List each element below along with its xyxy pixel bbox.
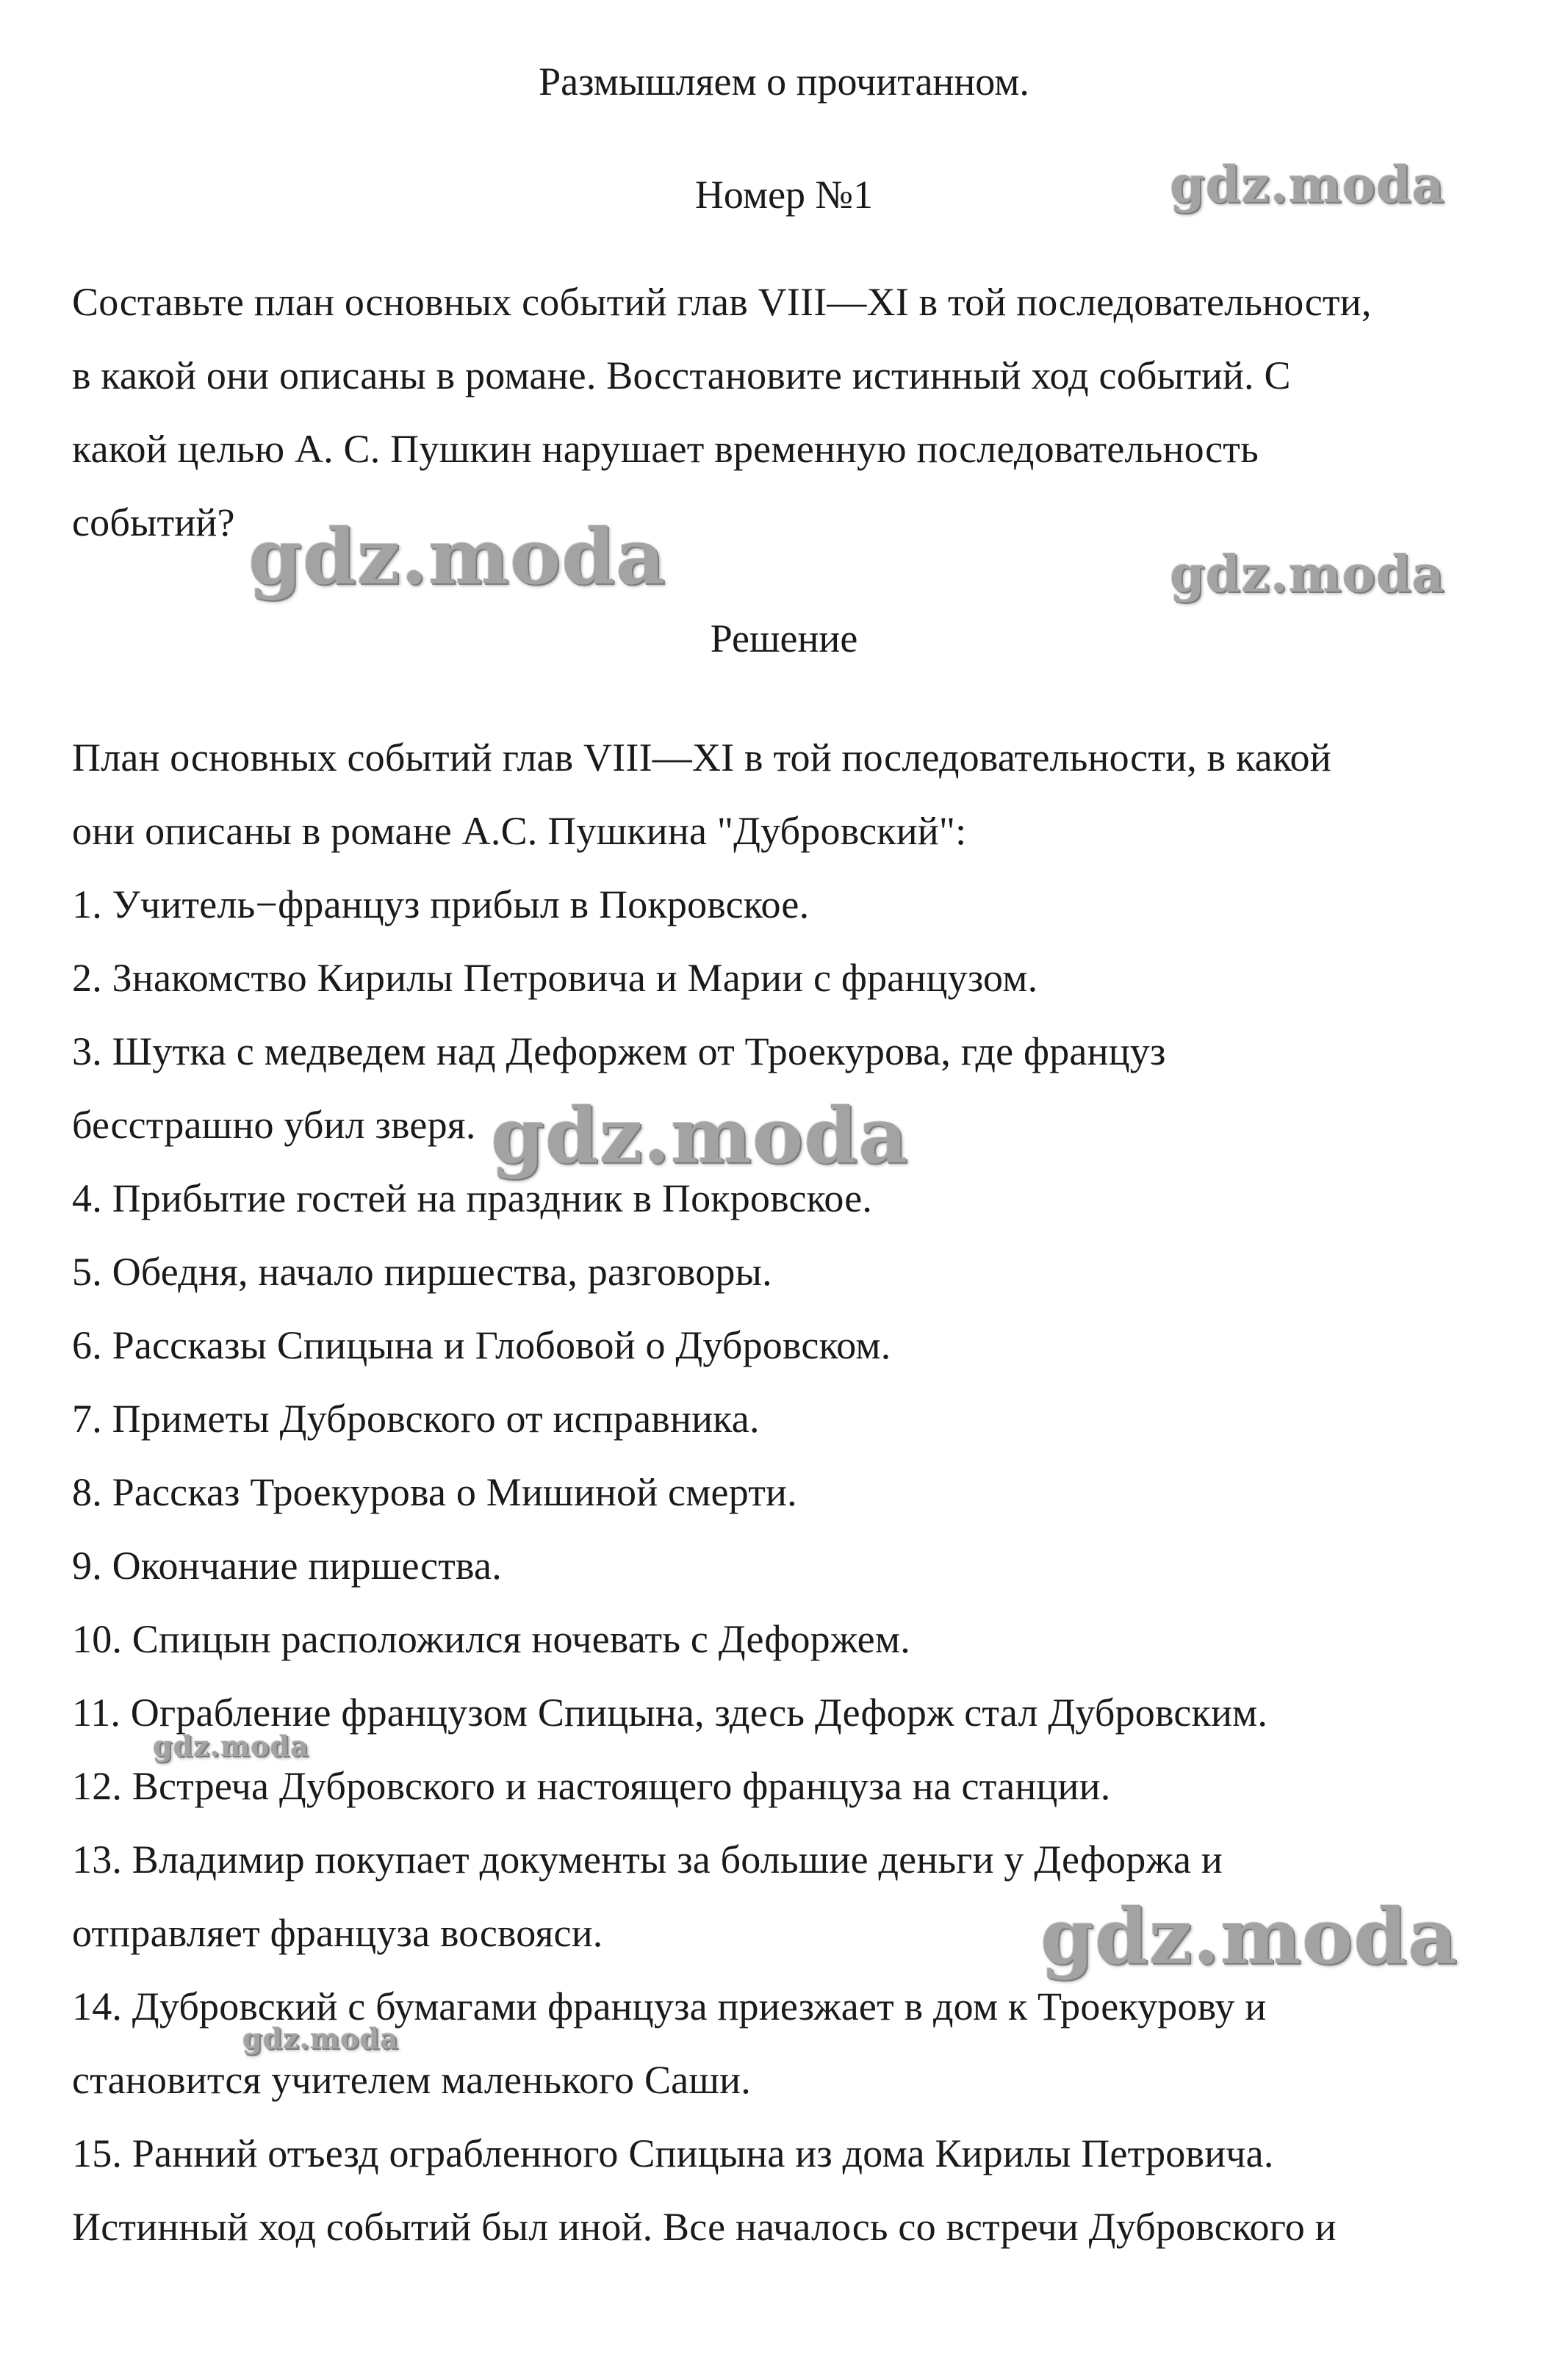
plan-item: 4. Прибытие гостей на праздник в Покровское.	[72, 1176, 873, 1220]
solution-intro-line: План основных событий глав VIII—XI в той последовательности, в какой	[72, 735, 1331, 780]
exercise-number: Номер №1	[694, 173, 874, 217]
watermark: gdz.moda	[1170, 156, 1445, 215]
plan-item: 1. Учитель−француз прибыл в Покровское.	[72, 882, 810, 926]
plan-item: 9. Окончание пиршества.	[72, 1544, 502, 1588]
plan-item: 15. Ранний отъезд ограбленного Спицына из дома Кирилы Петровича.	[72, 2131, 1274, 2175]
question-line: событий?	[72, 500, 235, 544]
plan-item: бесстрашно убил зверя.	[72, 1103, 476, 1147]
watermark: gdz.moda	[242, 2022, 399, 2055]
watermark: gdz.moda	[248, 511, 666, 602]
question-line: Составьте план основных событий глав VIII—XI в той последовательности,	[72, 280, 1372, 324]
plan-item: 13. Владимир покупает документы за большие деньги у Дефоржа и	[72, 1837, 1223, 1882]
watermark: gdz.moda	[153, 1729, 309, 1763]
solution-intro-line: они описаны в романе А.С. Пушкина "Дубровский":	[72, 809, 967, 853]
plan-item: 12. Встреча Дубровского и настоящего француза на станции.	[72, 1764, 1111, 1808]
plan-item: 3. Шутка с медведем над Дефоржем от Троекурова, где француз	[72, 1029, 1166, 1073]
watermark: gdz.moda	[1170, 545, 1445, 604]
watermark: gdz.moda	[1040, 1891, 1459, 1981]
plan-item: 7. Приметы Дубровского от исправника.	[72, 1397, 760, 1441]
plan-item: 11. Ограбление французом Спицына, здесь Дефорж стал Дубровским.	[72, 1691, 1268, 1735]
plan-item: 14. Дубровский с бумагами француза приезжает в дом к Троекурову и	[72, 1984, 1267, 2029]
question-line: в какой они описаны в романе. Восстановите истинный ход событий. С	[72, 353, 1291, 397]
plan-item: 8. Рассказ Троекурова о Мишиной смерти.	[72, 1470, 797, 1514]
plan-item: 10. Спицын расположился ночевать с Дефоржем.	[72, 1617, 910, 1661]
solution-heading: Решение	[710, 616, 858, 660]
plan-item: отправляет француза восвояси.	[72, 1911, 603, 1955]
plan-item: 6. Рассказы Спицына и Глобовой о Дубровском.	[72, 1323, 891, 1367]
plan-item: становится учителем маленького Саши.	[72, 2058, 751, 2102]
watermark: gdz.moda	[491, 1090, 909, 1181]
plan-item: 2. Знакомство Кирилы Петровича и Марии с французом.	[72, 956, 1038, 1000]
section-title: Размышляем о прочитанном.	[539, 60, 1029, 104]
plan-item: 5. Обедня, начало пиршества, разговоры.	[72, 1250, 772, 1294]
question-line: какой целью А. С. Пушкин нарушает временную последовательность	[72, 427, 1259, 471]
plan-item: Истинный ход событий был иной. Все началось со встречи Дубровского и	[72, 2205, 1337, 2249]
